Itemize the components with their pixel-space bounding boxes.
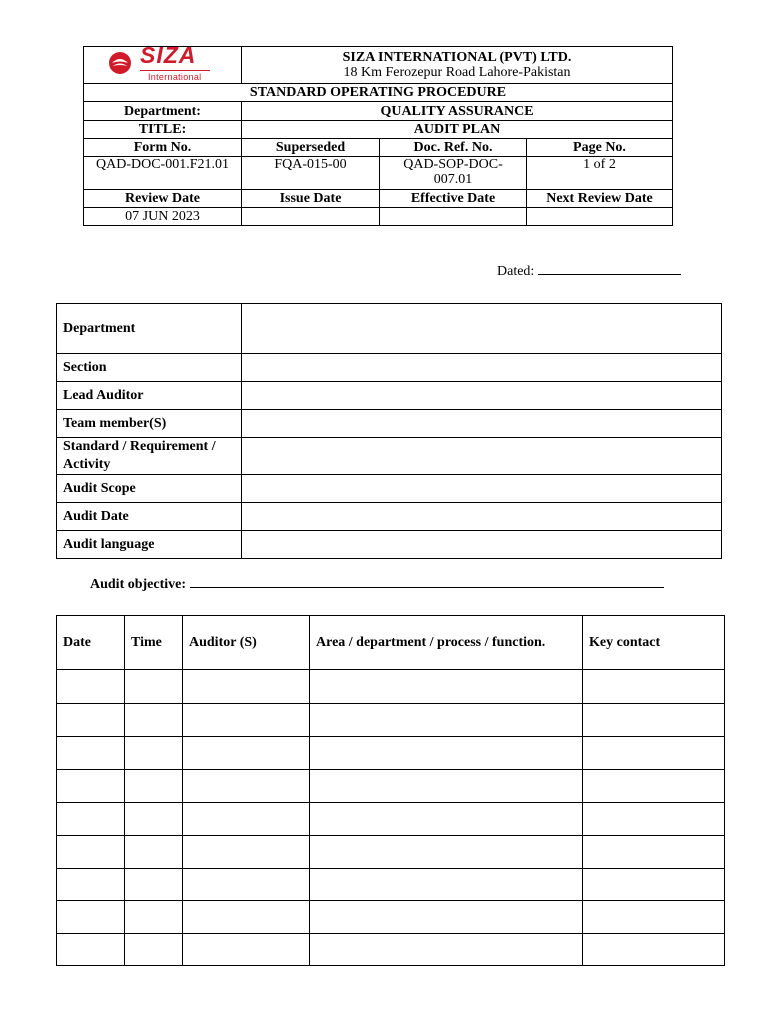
title-value: AUDIT PLAN	[242, 121, 673, 139]
review-date-label: Review Date	[84, 190, 242, 208]
dated-line	[497, 262, 681, 280]
audit-scope-field[interactable]	[242, 475, 722, 503]
key-contact-cell[interactable]	[583, 737, 725, 770]
company-name: SIZA INTERNATIONAL (PVT) LTD.	[342, 50, 572, 65]
time-cell[interactable]	[125, 803, 183, 836]
audit-objective-line	[90, 575, 664, 593]
team-members-row-label: Team member(S)	[57, 410, 242, 438]
time-cell[interactable]	[125, 901, 183, 934]
company-logo	[106, 42, 218, 83]
issue-date-value[interactable]	[242, 208, 380, 226]
audit-date-row-label: Audit Date	[57, 503, 242, 531]
key-contact-cell[interactable]	[583, 770, 725, 803]
doc-ref-line1: QAD-SOP-DOC-	[403, 157, 503, 172]
date-cell[interactable]	[57, 737, 125, 770]
section-row-label: Section	[57, 354, 242, 382]
team-members-field[interactable]	[242, 410, 722, 438]
date-cell[interactable]	[57, 803, 125, 836]
date-cell[interactable]	[57, 836, 125, 869]
time-cell[interactable]	[125, 670, 183, 704]
date-cell[interactable]	[57, 704, 125, 737]
date-cell[interactable]	[57, 869, 125, 901]
table-row	[57, 901, 725, 934]
department-value: QUALITY ASSURANCE	[242, 102, 673, 121]
table-row	[57, 869, 725, 901]
issue-date-label: Issue Date	[242, 190, 380, 208]
auditor-cell[interactable]	[183, 934, 310, 966]
table-row	[57, 803, 725, 836]
form-no-label: Form No.	[84, 139, 242, 157]
standard-row-label	[57, 438, 242, 475]
logo-subtext: International	[148, 72, 202, 82]
superseded-value: FQA-015-00	[242, 157, 380, 190]
company-address: 18 Km Ferozepur Road Lahore-Pakistan	[343, 65, 571, 80]
time-cell[interactable]	[125, 770, 183, 803]
auditor-cell[interactable]	[183, 803, 310, 836]
standard-field[interactable]	[242, 438, 722, 475]
effective-date-label: Effective Date	[380, 190, 527, 208]
table-row	[57, 704, 725, 737]
time-cell[interactable]	[125, 934, 183, 966]
doc-type: STANDARD OPERATING PROCEDURE	[84, 84, 673, 102]
schedule-body	[57, 670, 725, 966]
department-row-label: Department	[57, 304, 242, 354]
table-row	[57, 934, 725, 966]
area-cell[interactable]	[310, 737, 583, 770]
table-row	[57, 670, 725, 704]
company-info-cell	[242, 47, 673, 84]
auditor-cell[interactable]	[183, 770, 310, 803]
audit-date-field[interactable]	[242, 503, 722, 531]
table-row	[57, 737, 725, 770]
key-contact-cell[interactable]	[583, 869, 725, 901]
area-cell[interactable]	[310, 704, 583, 737]
form-no-value: QAD-DOC-001.F21.01	[84, 157, 242, 190]
col-header-date: Date	[57, 616, 125, 670]
superseded-label: Superseded	[242, 139, 380, 157]
dated-field[interactable]	[538, 262, 681, 275]
area-cell[interactable]	[310, 901, 583, 934]
standard-label-line2: Activity	[63, 457, 111, 472]
review-date-value: 07 JUN 2023	[84, 208, 242, 226]
audit-objective-field[interactable]	[190, 575, 664, 588]
auditor-cell[interactable]	[183, 670, 310, 704]
auditor-cell[interactable]	[183, 836, 310, 869]
dated-label: Dated:	[497, 264, 535, 279]
audit-language-field[interactable]	[242, 531, 722, 559]
department-field[interactable]	[242, 304, 722, 354]
date-cell[interactable]	[57, 770, 125, 803]
key-contact-cell[interactable]	[583, 704, 725, 737]
col-header-key-contact: Key contact	[583, 616, 725, 670]
table-row	[57, 836, 725, 869]
col-header-time: Time	[125, 616, 183, 670]
next-review-label: Next Review Date	[527, 190, 673, 208]
date-cell[interactable]	[57, 934, 125, 966]
area-cell[interactable]	[310, 869, 583, 901]
col-header-auditor: Auditor (S)	[183, 616, 310, 670]
date-cell[interactable]	[57, 901, 125, 934]
doc-ref-value	[380, 157, 527, 190]
auditor-cell[interactable]	[183, 704, 310, 737]
page-no-label: Page No.	[527, 139, 673, 157]
audit-objective-label: Audit objective:	[90, 577, 187, 592]
key-contact-cell[interactable]	[583, 670, 725, 704]
effective-date-value[interactable]	[380, 208, 527, 226]
col-header-area: Area / department / process / function.	[310, 616, 583, 670]
area-cell[interactable]	[310, 770, 583, 803]
key-contact-cell[interactable]	[583, 836, 725, 869]
audit-scope-row-label: Audit Scope	[57, 475, 242, 503]
logo-mark-icon	[108, 51, 132, 75]
lead-auditor-row-label: Lead Auditor	[57, 382, 242, 410]
lead-auditor-field[interactable]	[242, 382, 722, 410]
table-row	[57, 770, 725, 803]
time-cell[interactable]	[125, 737, 183, 770]
section-field[interactable]	[242, 354, 722, 382]
logo-cell	[84, 42, 242, 84]
key-contact-cell[interactable]	[583, 803, 725, 836]
audit-info-table	[56, 303, 722, 559]
time-cell[interactable]	[125, 704, 183, 737]
area-cell[interactable]	[310, 670, 583, 704]
area-cell[interactable]	[310, 803, 583, 836]
area-cell[interactable]	[310, 836, 583, 869]
department-label: Department:	[84, 102, 242, 121]
auditor-cell[interactable]	[183, 901, 310, 934]
time-cell[interactable]	[125, 836, 183, 869]
next-review-value[interactable]	[527, 208, 673, 226]
date-cell[interactable]	[57, 670, 125, 704]
standard-label-line1: Standard / Requirement /	[63, 439, 216, 454]
title-label: TITLE:	[84, 121, 242, 139]
audit-schedule-table	[56, 615, 725, 966]
doc-ref-label: Doc. Ref. No.	[380, 139, 527, 157]
key-contact-cell[interactable]	[583, 934, 725, 966]
document-header-table	[83, 42, 673, 226]
area-cell[interactable]	[310, 934, 583, 966]
logo-wordmark: SIZA	[140, 42, 197, 68]
audit-language-row-label: Audit language	[57, 531, 242, 559]
doc-ref-line2: 007.01	[433, 172, 473, 187]
key-contact-cell[interactable]	[583, 901, 725, 934]
auditor-cell[interactable]	[183, 737, 310, 770]
auditor-cell[interactable]	[183, 869, 310, 901]
page-no-value: 1 of 2	[527, 157, 673, 190]
time-cell[interactable]	[125, 869, 183, 901]
